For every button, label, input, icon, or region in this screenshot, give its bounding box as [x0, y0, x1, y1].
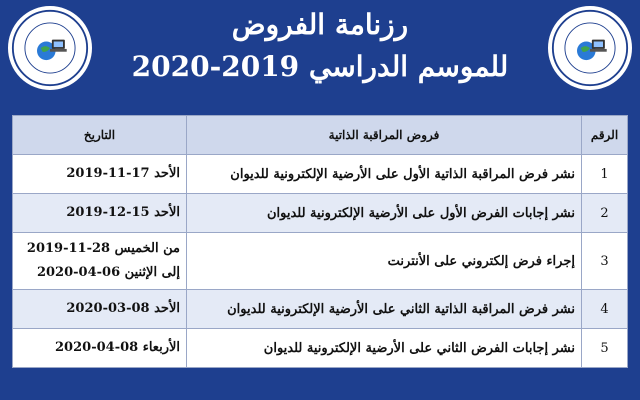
page-title: رزنامة الفروض	[231, 8, 409, 41]
table-row	[13, 233, 628, 290]
row-date	[13, 290, 187, 329]
page-subtitle: للموسم الدراسي 2019-2020	[131, 50, 509, 83]
row-task: نشر فرض المراقبة الذاتية الثاني على الأرضية الإلكترونية للديوان	[187, 290, 582, 329]
row-date	[13, 329, 187, 368]
header-number: الرقم	[582, 116, 628, 155]
schedule-table-container	[12, 115, 628, 368]
date-line: إلى الإثنين 06-04-2020	[36, 265, 180, 280]
date-line: الأحد 15-12-2019	[66, 205, 180, 220]
row-number: 1	[582, 155, 628, 194]
schedule-table	[12, 115, 628, 368]
row-task: نشر إجابات الفرض الأول على الأرضية الإلكترونية للديوان	[187, 194, 582, 233]
row-number: 2	[582, 194, 628, 233]
row-task: نشر إجابات الفرض الثاني على الأرضية الإلكترونية للديوان	[187, 329, 582, 368]
row-number: 3	[582, 233, 628, 290]
table-header-row	[13, 116, 628, 155]
onefd-logo-right	[548, 6, 632, 90]
date-line: من الخميس 28-11-2019	[26, 241, 180, 256]
row-number: 4	[582, 290, 628, 329]
row-task: إجراء فرض إلكتروني على الأنترنت	[187, 233, 582, 290]
onefd-logo-left	[8, 6, 92, 90]
date-line: الأربعاء 08-04-2020	[55, 340, 180, 355]
onefd-emblem-icon	[551, 9, 629, 87]
onefd-emblem-icon	[11, 9, 89, 87]
row-task: نشر فرض المراقبة الذاتية الأول على الأرضية الإلكترونية للديوان	[187, 155, 582, 194]
row-date	[13, 155, 187, 194]
row-number: 5	[582, 329, 628, 368]
date-line: الأحد 08-03-2020	[66, 301, 180, 316]
table-row	[13, 290, 628, 329]
row-date	[13, 194, 187, 233]
table-row	[13, 155, 628, 194]
row-date	[13, 233, 187, 290]
table-row	[13, 329, 628, 368]
header-date: التاريخ	[13, 116, 187, 155]
date-line: الأحد 17-11-2019	[66, 166, 180, 181]
table-row	[13, 194, 628, 233]
header-task: فروض المراقبة الذاتية	[187, 116, 582, 155]
